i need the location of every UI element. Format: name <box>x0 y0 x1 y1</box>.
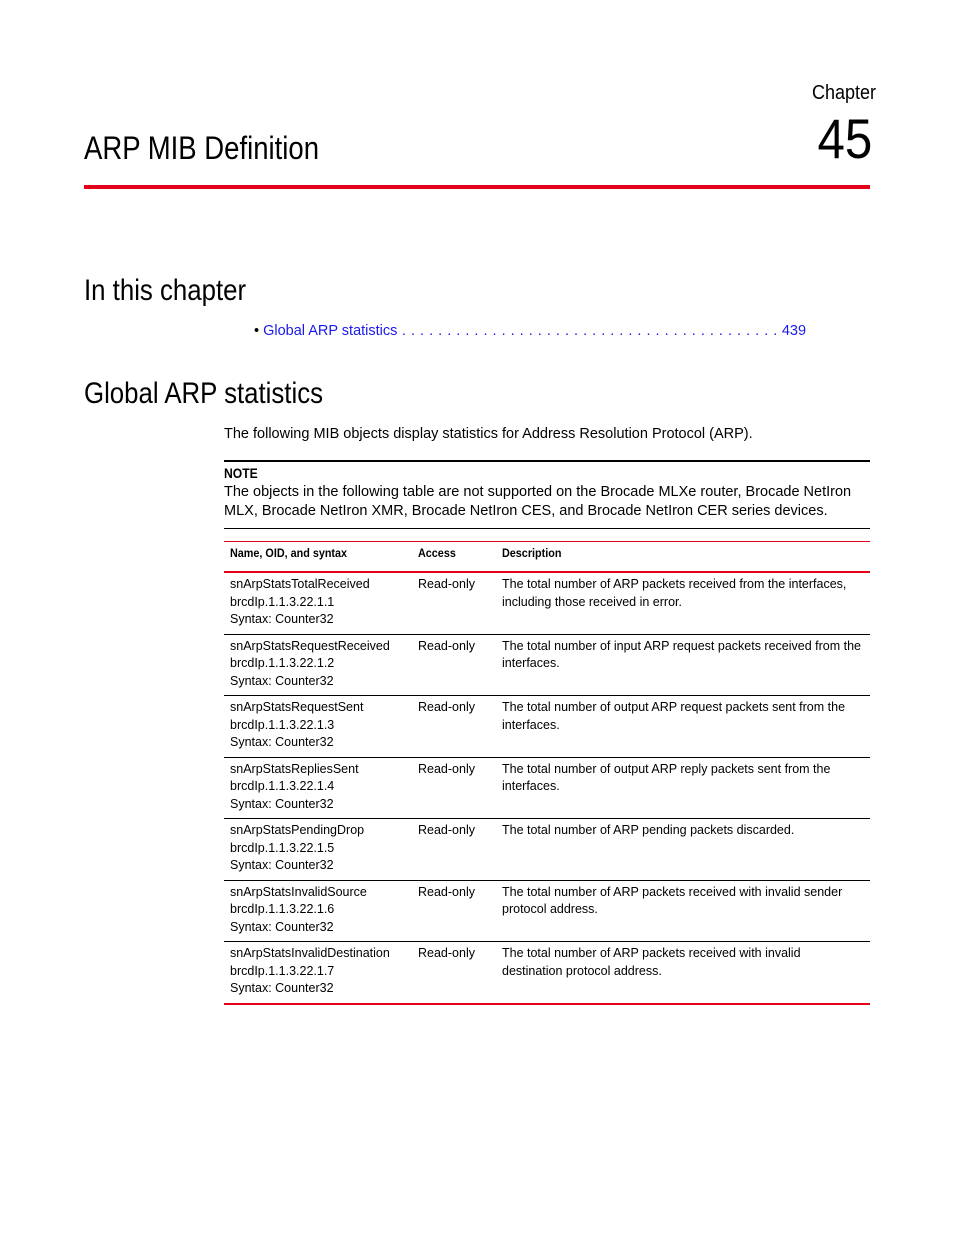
object-oid: brcdIp.1.1.3.22.1.3 <box>230 717 335 732</box>
description-cell: The total number of output ARP request packets sent from the interfaces. <box>496 696 870 758</box>
object-syntax: Syntax: Counter32 <box>230 735 334 749</box>
table-row <box>224 757 870 819</box>
description-cell: The total number of output ARP reply packets sent from the interfaces. <box>496 757 870 819</box>
object-cell <box>224 880 412 942</box>
object-cell <box>224 634 412 696</box>
table-header-row <box>224 542 870 573</box>
global-arp-statistics-heading: Global ARP statistics <box>84 377 323 410</box>
in-this-chapter-heading: In this chapter <box>84 274 247 307</box>
description-cell: The total number of ARP packets received with invalid destination protocol address. <box>496 942 870 1004</box>
table-row <box>224 819 870 881</box>
object-syntax: Syntax: Counter32 <box>230 612 334 626</box>
access-cell: Read-only <box>412 757 496 819</box>
chapter-title: ARP MIB Definition <box>84 130 320 166</box>
header-access: Access <box>412 542 496 573</box>
access-cell: Read-only <box>412 819 496 881</box>
access-cell: Read-only <box>412 880 496 942</box>
object-oid: brcdIp.1.1.3.22.1.5 <box>230 840 335 855</box>
table-row <box>224 572 870 634</box>
object-cell <box>224 942 412 1004</box>
chapter-label: Chapter <box>812 82 877 104</box>
description-cell: The total number of input ARP request packets received from the interfaces. <box>496 634 870 696</box>
object-oid: brcdIp.1.1.3.22.1.6 <box>230 902 335 916</box>
object-name: snArpStatsTotalReceived <box>230 577 370 591</box>
chapter-number: 45 <box>817 107 872 170</box>
table-row <box>224 880 870 942</box>
object-syntax: Syntax: Counter32 <box>230 858 334 872</box>
toc-leader-dots: . . . . . . . . . . . . . . . . . . . . . . . . . . . . . . . . . . . . . . . . . . <box>397 323 778 339</box>
access-cell: Read-only <box>412 696 496 758</box>
note-box <box>224 460 870 529</box>
toc-page-number[interactable]: 439 <box>781 323 807 339</box>
toc-link-global-arp-statistics[interactable]: Global ARP statistics <box>263 323 398 339</box>
note-label: NOTE <box>224 466 258 481</box>
object-name: snArpStatsInvalidSource <box>230 884 367 899</box>
access-cell: Read-only <box>412 572 496 634</box>
table-row <box>224 942 870 1004</box>
object-syntax: Syntax: Counter32 <box>230 796 334 811</box>
object-oid: brcdIp.1.1.3.22.1.4 <box>230 779 335 793</box>
header-description: Description <box>496 542 870 573</box>
header-name-oid-syntax: Name, OID, and syntax <box>224 542 412 573</box>
object-cell <box>224 696 412 758</box>
mib-objects-table <box>224 541 870 1005</box>
toc-item[interactable] <box>254 323 806 339</box>
object-name: snArpStatsRequestReceived <box>230 638 390 653</box>
intro-paragraph: The following MIB objects display statistics for Address Resolution Protocol (ARP). <box>224 426 753 442</box>
object-cell <box>224 757 412 819</box>
access-cell: Read-only <box>412 634 496 696</box>
note-text: The objects in the following table are not supported on the Brocade MLXe router, Brocade NetIron MLX, Brocade NetIron XMR, Brocade NetIron CES, and Brocade NetIron CER series devices. <box>224 484 852 519</box>
description-cell: The total number of ARP packets received from the interfaces, including those received in error. <box>496 572 870 634</box>
access-cell: Read-only <box>412 942 496 1004</box>
object-name: snArpStatsPendingDrop <box>230 823 365 837</box>
description-cell: The total number of ARP packets received with invalid sender protocol address. <box>496 880 870 942</box>
toc-bullet: • <box>254 323 260 339</box>
object-syntax: Syntax: Counter32 <box>230 919 334 934</box>
object-oid: brcdIp.1.1.3.22.1.1 <box>230 594 335 609</box>
object-name: snArpStatsInvalidDestination <box>230 946 390 960</box>
description-cell: The total number of ARP pending packets discarded. <box>496 819 870 881</box>
toc-list <box>254 323 806 339</box>
object-oid: brcdIp.1.1.3.22.1.2 <box>230 656 335 670</box>
table-row <box>224 634 870 696</box>
object-name: snArpStatsRepliesSent <box>230 761 359 776</box>
object-cell <box>224 572 412 634</box>
object-oid: brcdIp.1.1.3.22.1.7 <box>230 963 335 978</box>
table-row <box>224 696 870 758</box>
object-cell <box>224 819 412 881</box>
chapter-title-rule <box>84 185 870 189</box>
object-name: snArpStatsRequestSent <box>230 700 364 714</box>
object-syntax: Syntax: Counter32 <box>230 673 334 688</box>
object-syntax: Syntax: Counter32 <box>230 981 334 995</box>
